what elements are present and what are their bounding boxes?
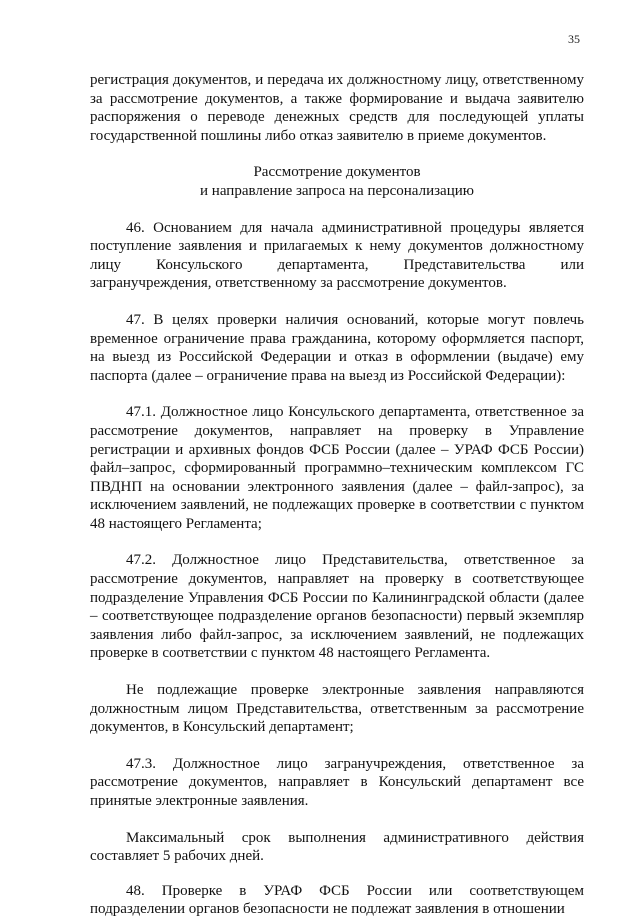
paragraph-47: 47. В целях проверки наличия оснований, которые могут повлечь временное ограничение права гражданина, которому оформляется паспорт, на выезд из Российской Федерации и отказ в оформлении (выдаче) ему паспорта (далее – ограничение права на выезд из Российской Федерации): bbox=[90, 311, 584, 384]
document-body bbox=[90, 71, 584, 919]
paragraph-46: 46. Основанием для начала административной процедуры является поступление заявления и прилагаемых к нему документов должностному лицу Консульского департамента, Представительства или загранучреждения, ответственному за рассмотрение документов. bbox=[90, 219, 584, 292]
paragraph-47-3: 47.3. Должностное лицо загранучреждения, ответственное за рассмотрение документов, направляет в Консульский департамент все принятые электронные заявления. bbox=[90, 755, 584, 809]
paragraph-47-2-continuation: Не подлежащие проверке электронные заявления направляются должностным лицом Представительства, ответственным за рассмотрение документов, в Консульский департамент; bbox=[90, 682, 584, 736]
paragraph-47-2: 47.2. Должностное лицо Представительства, ответственное за рассмотрение документов, направляет на проверку в соответствующее подразделение Управления ФСБ России по Калининградской области (далее – соответствующее подразделение органов безопасности) первый экземпляр заявления либо файл-запрос, за исключением заявлений, не подлежащих проверке в соответствии с пунктом 48 настоящего Регламента. bbox=[90, 552, 584, 662]
intro-paragraph: регистрация документов, и передача их должностному лицу, ответственному за рассмотрение документов, а также формирование и выдача заявителю распоряжения о переводе денежных средств для последующей уплаты государственной пошлины либо отказ заявителю в приеме документов. bbox=[90, 72, 584, 144]
paragraph-47-1: 47.1. Должностное лицо Консульского департамента, ответственное за рассмотрение документов, направляет на проверку в Управление регистрации и архивных фондов ФСБ России (далее – УРАФ ФСБ России) файл–запрос, сформированный программно–техническим комплексом ГС ПВДНП на основании электронного заявления (далее – файл-запрос), за исключением заявлений, не подлежащих проверке в соответствии с пунктом 48 настоящего Регламента; bbox=[90, 404, 584, 532]
page-number: 35 bbox=[568, 32, 580, 46]
section-heading-line-1: Рассмотрение документов bbox=[253, 164, 421, 181]
paragraph-max-term: Максимальный срок выполнения административного действия составляет 5 рабочих дней. bbox=[90, 829, 584, 865]
section-heading-line-2: и направление запроса на персонализацию bbox=[200, 182, 474, 199]
paragraph-48: 48. Проверке в УРАФ ФСБ России или соответствующем подразделении органов безопасности не подлежат заявления в отношении bbox=[90, 882, 584, 918]
section-heading bbox=[90, 163, 584, 200]
